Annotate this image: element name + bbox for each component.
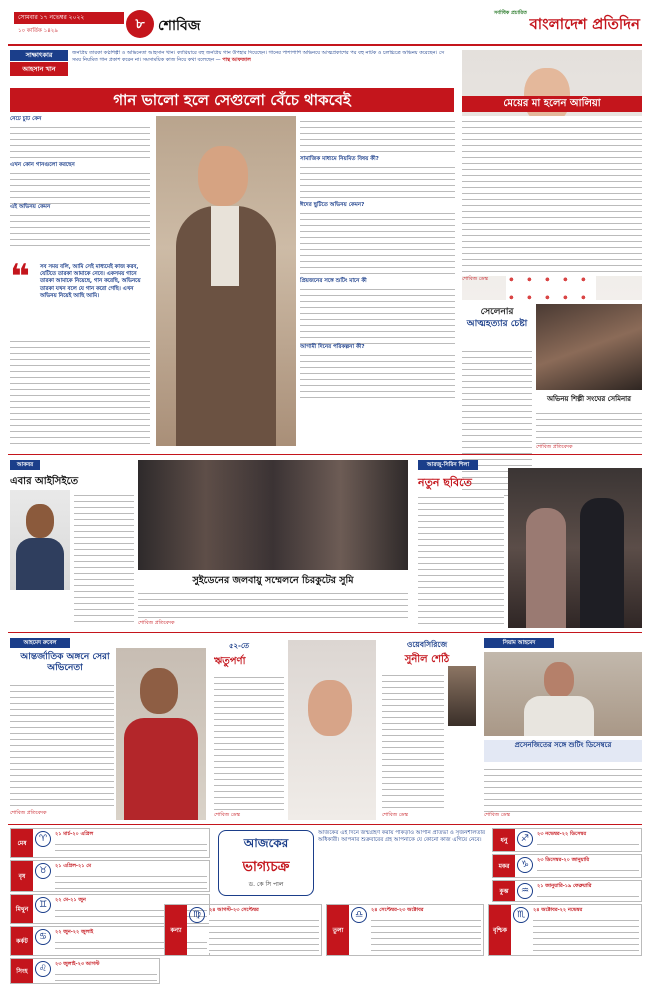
akbar-photo [10,490,70,590]
zodiac-symbol-icon: ♏ [513,907,529,923]
horoscope-sign-name: কন্যা [165,905,187,955]
interview-intro: জনপ্রিয় তারকা কণ্ঠশিল্পী ও অভিনেতা আহসান খান। ক্যারিয়ারে বহু জনপ্রিয় গান উপহার দিয়েছেন। গানের পাশাপাশি অভিনয়ে আত্মপ্রকাশের পর বহু নাটক ও চলচ্চিত্রে অভিনয় করেছেন। সে সময় নিয়মিত গান প্রকাশ করেন না। সমসাময়িক কাজ নিয়ে কথা বলেছেন — পান্থ আফজাল [72,50,445,63]
horoscope-sign-dates: ২৩ নভেম্বর-২২ ডিসেম্বর [537,831,587,837]
horoscope-sign-dates: ২৪ সেপ্টেম্বর-২৩ অক্টোবর [371,907,424,913]
horoscope-sign-name: কর্কট [11,927,33,955]
rituparna-heading: ঋতুপর্ণা [214,656,246,667]
horoscope-sign-name: সিংহ [11,959,33,983]
akbar-kicker: আকবর [10,460,40,470]
interview-col-1: নেটে চুটি কেন এখন কোন গানগুলো করছেন এই অভিনয় কেমন [10,116,150,256]
rituparna-body: শোবিজ ডেস্ক [214,672,284,820]
selena-heading: সেলেনার আত্মহত্যার চেষ্টা [466,307,528,329]
interview-kicker: সাক্ষাৎকার [10,50,68,61]
rituparna-photo [288,640,376,820]
zodiac-symbol-icon: ♑ [517,857,533,873]
rubel-photo [116,648,206,820]
horoscope-sign-dates: ২৩ জুলাই-২৩ আগস্ট [55,961,100,967]
interview-col-1b [10,336,150,446]
rituparna-kicker: ৫২-তে [214,640,264,652]
rubel-kicker: আহমেদ রুবেল [10,638,70,648]
akbar-body [74,490,134,628]
zodiac-symbol-icon: ♊ [35,897,51,913]
horoscope-sign-dates: ২৪ আগস্ট-২৩ সেপ্টেম্বর [209,907,259,913]
horoscope-sign-name: মেষ [11,829,33,857]
horoscope-sign-1 [10,860,210,892]
chitkutter-group-photo [138,460,408,570]
page-number: ৮ [126,10,154,38]
interview-kicker-name: আহসান খান [10,62,68,76]
chitkutter-main-heading: সুইডেনের জলবায়ু সম্মেলনে চিরকুটের সুমি [192,575,354,586]
alia-heading: মেয়ের মা হলেন আলিয়া [462,96,642,112]
notun-body [418,492,504,628]
newspaper-logo: সর্বাধিক প্রচারিত বাংলাদেশ প্রতিদিন [494,10,640,33]
siam-body: শোবিজ ডেস্ক [484,764,642,820]
zodiac-symbol-icon: ♒ [517,883,533,899]
horoscope-sign-7 [488,904,642,956]
horoscope-sign-dates: ২১ জানুয়ারি-১৯ ফেব্রুয়ারি [537,883,592,889]
horoscope-sign-dates: ২২ জুন-২২ জুলাই [55,929,94,935]
horoscope-sign-9 [492,854,642,878]
interview-col-2: সামাজিক মাধ্যমে নিয়মিত বিষয় কী? ঈদের ছুটিতে অভিনয় কেমন? প্রিয়জনের সঙ্গে শুটিং মানে কী আগামী দিনের পরিকল্পনা কী? [300,116,455,446]
akbar-heading: এবার আইসিইতে [10,476,79,487]
interview-body-2 [10,168,150,204]
zodiac-symbol-icon: ♈ [35,831,51,847]
horoscope-sign-name: মকর [493,855,515,877]
section-title: শোবিজ [158,18,201,34]
zodiac-symbol-icon: ♌ [35,961,51,977]
horoscope-sign-name: বৃশ্চিক [489,905,511,955]
horoscope-sign-dates: ২১ এপ্রিল-২১ মে [55,863,92,869]
horoscope-intro: আজকের এই দিনে জন্মগ্রহণ করায় পাকড়াও আপনি প্রতিভা ও সৃজনশীলতার অধিকারী। আপনার শুক্রবারের গ্রহ আপনাকে যে কোনো কাজ এগিয়ে নেবে। [318,830,486,844]
horoscope-sign-5 [164,904,322,956]
zodiac-symbol-icon: ♋ [35,929,51,945]
horoscope-sign-dates: ২১ মার্চ-২০ এপ্রিল [55,831,94,837]
zodiac-symbol-icon: ♎ [351,907,367,923]
zodiac-symbol-icon: ♉ [35,863,51,879]
horoscope-sign-8 [492,828,642,852]
logo-tagline: সর্বাধিক প্রচারিত [494,10,527,16]
horoscope-sign-dates: ২২ মে-২১ জুন [55,897,86,903]
horoscope-sign-6 [326,904,484,956]
notun-heading: নতুন ছবিতে [418,476,472,489]
horoscope-sign-dates: ২৪ অক্টোবর-২২ নভেম্বর [533,907,583,913]
horoscope-title-box: আজকের ভাগ্যচক্র ড. কে সি পাল [218,830,314,896]
date-line: সোমবার ১৭ নভেম্বর ২০২২ [14,12,124,24]
zodiac-symbol-icon: ♐ [517,831,533,847]
chitkutter-body: শোবিজ প্রতিবেদক [138,588,408,628]
selena-photo [536,304,642,390]
shetty-photo [448,666,476,726]
ahsan-khan-photo [156,116,296,446]
horoscope-sign-name: মিথুন [11,895,33,923]
horoscope-sign-name: ধনু [493,829,515,851]
siam-photo [484,652,642,736]
interview-headline: গান ভালো হলে সেগুলো বেঁচে থাকবেই [10,88,454,112]
pull-quote: ❝ সব সময় বলি, আমি সেই মাধ্যমেই কাজ করব, যেটিতে তারকা আমাকে নেবে। একসময় গানে তারকা আমাকে নিয়েছে, গান করেছি, অভিনয়ে তারকা যখন বলে যে গান করো গেছি। এখন অভিনয় নিয়েই আছি আমি। [10,257,141,299]
interview-body-1 [10,122,150,162]
rubel-heading: আন্তর্জাতিক অঙ্গনে সেরা অভিনেতা [20,652,110,673]
horoscope-sign-4 [10,958,160,984]
quote-mark-icon: ❝ [10,257,30,297]
shetty-heading: সুনীল শেঠি [404,654,450,665]
seminar-body: শোবিজ প্রতিবেদক [536,408,642,452]
siam-heading: প্রসেনজিতের সঙ্গে শুটিং ডিসেম্বরে [484,740,642,762]
notun-kicker: আরজু-সিরিন শিলা [418,460,478,470]
horoscope-sign-0 [10,828,210,858]
horoscope-sign-name: তুলা [327,905,349,955]
zodiac-symbol-icon: ♍ [189,907,205,923]
horoscope-sign-dates: ২৩ ডিসেম্বর-২০ জানুয়ারি [537,857,590,863]
rubel-body: শোবিজ প্রতিবেদক [10,680,114,820]
horoscope-sign-name: বৃষ [11,861,33,891]
seminar-heading: অভিনয় শিল্পী সংঘের সেমিনার [536,392,642,406]
notun-chobi-photo [508,468,642,628]
horoscope-sign-name: কুম্ভ [493,881,515,901]
shetty-kicker: ওয়েবসিরিজে [406,640,448,649]
alia-body: শোবিজ ডেস্ক [462,116,642,288]
interview-body-3 [10,210,150,250]
horoscope-sign-10 [492,880,642,902]
shetty-body: শোবিজ ডেস্ক [382,670,444,820]
date-line-bangla: ১০ কার্তিক ১৪২৯ [18,28,58,34]
siam-kicker: সিয়াম আহমেদ [484,638,554,648]
